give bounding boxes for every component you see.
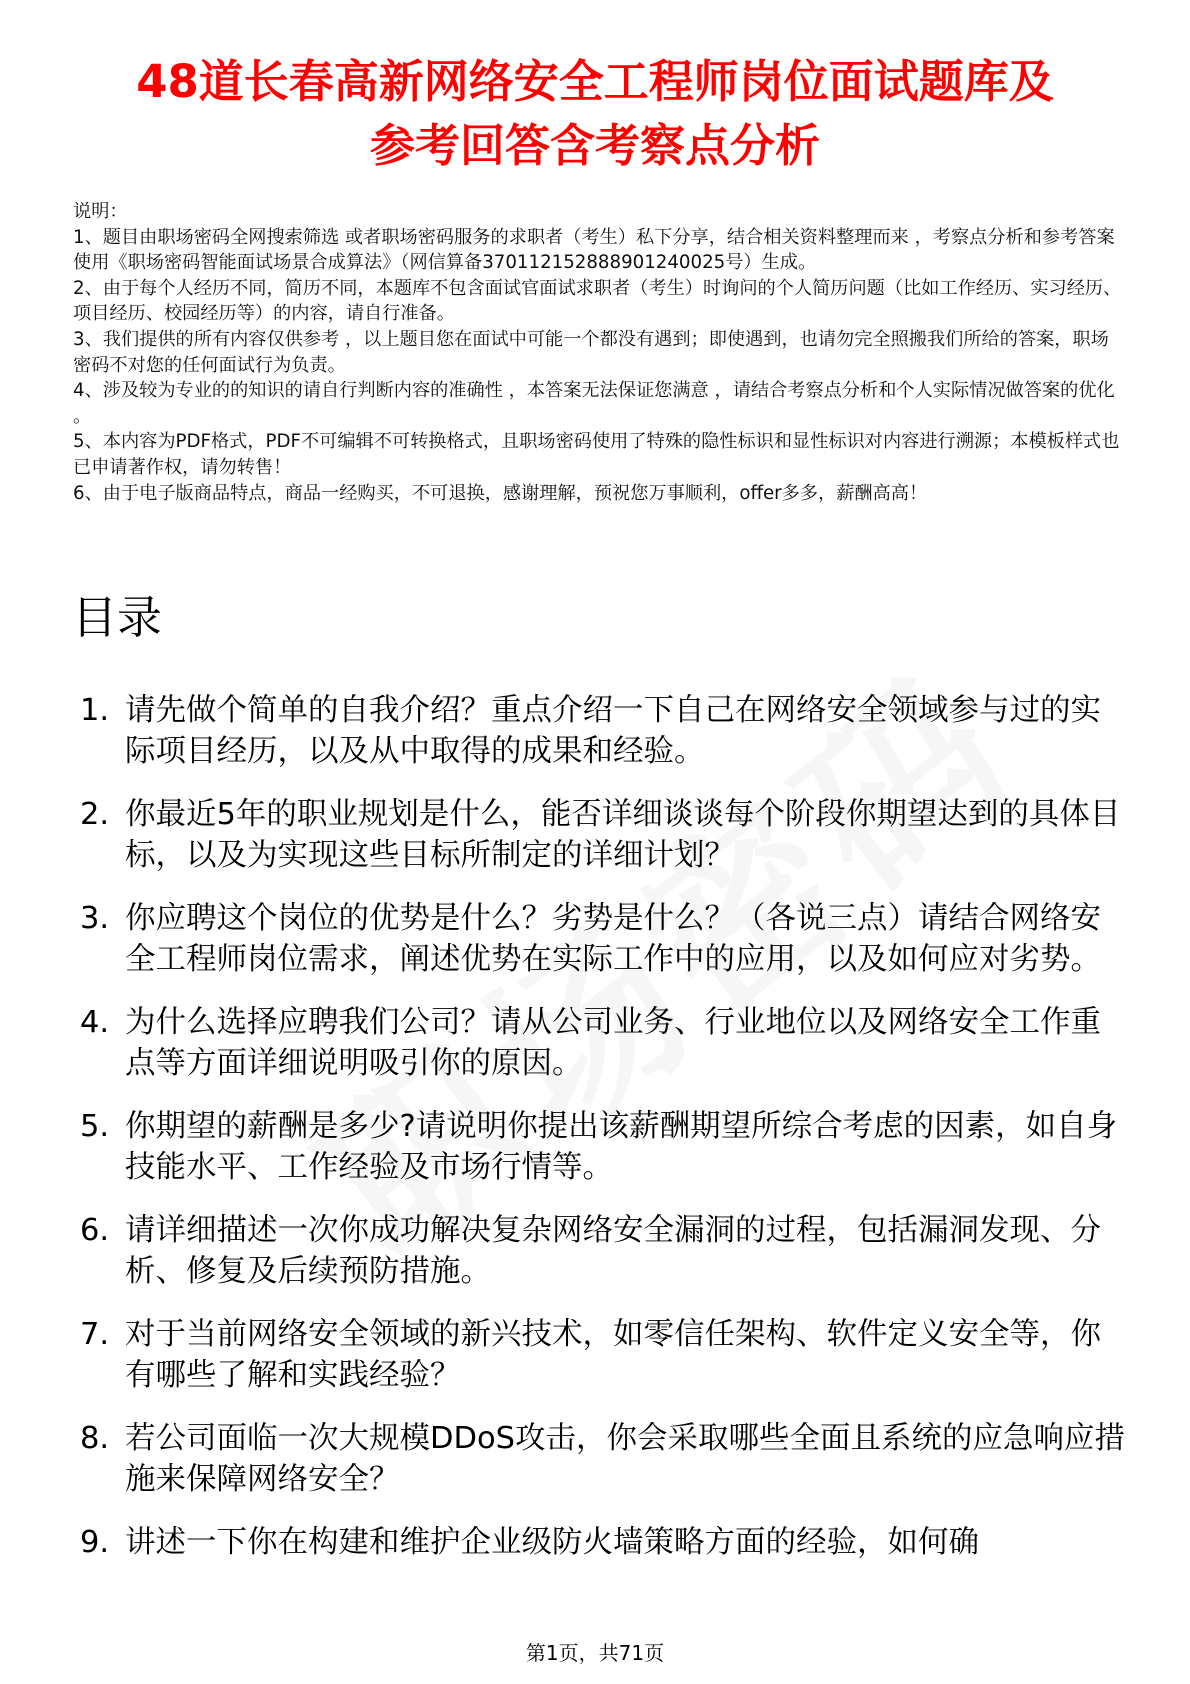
toc-item[interactable]: [80, 898, 1130, 980]
toc-item-number: 4.: [80, 1005, 110, 1040]
toc-item-number: 3.: [80, 901, 110, 936]
toc-item[interactable]: [80, 1522, 1130, 1563]
toc-item[interactable]: [80, 1106, 1130, 1188]
toc-item-text: 为什么选择应聘我们公司？请从公司业务、行业地位以及网络安全工作重点等方面详细说明吸引你的原因。: [125, 1005, 1101, 1081]
toc-item-number: 1.: [80, 693, 110, 728]
toc-list: [80, 690, 1130, 1585]
toc-item-text: 请详细描述一次你成功解决复杂网络安全漏洞的过程，包括漏洞发现、分析、修复及后续预防措施。: [125, 1213, 1101, 1289]
toc-item-text: 讲述一下你在构建和维护企业级防火墙策略方面的经验，如何确: [125, 1525, 979, 1560]
notes-section: [73, 199, 1123, 506]
toc-item[interactable]: [80, 1210, 1130, 1292]
toc-item-text: 你应聘这个岗位的优势是什么？劣势是什么？（各说三点）请结合网络安全工程师岗位需求，阐述优势在实际工作中的应用，以及如何应对劣势。: [125, 901, 1101, 977]
toc-item[interactable]: [80, 690, 1130, 772]
title-line-2: 参考回答含考察点分析: [369, 119, 820, 172]
note-item-5: 5、本内容为PDF格式，PDF不可编辑不可转换格式，且职场密码使用了特殊的隐性标识和显性标识对内容进行溯源；本模板样式也已申请著作权，请勿转售！: [73, 431, 1120, 478]
toc-item-number: 8.: [80, 1421, 110, 1456]
note-item-6: 6、由于电子版商品特点，商品一经购买，不可退换，感谢理解，预祝您万事顺利，offer多多，薪酬高高！: [73, 482, 928, 504]
toc-item-text: 请先做个简单的自我介绍？重点介绍一下自己在网络安全领域参与过的实际项目经历，以及从中取得的成果和经验。: [125, 693, 1101, 769]
toc-item-text: 对于当前网络安全领域的新兴技术，如零信任架构、软件定义安全等，你有哪些了解和实践经验？: [125, 1317, 1101, 1393]
toc-item-number: 9.: [80, 1525, 110, 1560]
toc-item-number: 5.: [80, 1109, 110, 1144]
toc-item[interactable]: [80, 1418, 1130, 1500]
toc-item-number: 6.: [80, 1213, 110, 1248]
toc-heading: 目录: [72, 591, 163, 644]
note-item-1: 1、题目由职场密码全网搜索筛选 或者职场密码服务的求职者（考生）私下分享，结合相关资料整理而来 ，考察点分析和参考答案使用《职场密码智能面试场景合成算法》（网信算备370112152888901240025号）生成。: [73, 226, 1115, 274]
toc-item[interactable]: [80, 1002, 1130, 1084]
page-footer: 第1页，共71页: [525, 1641, 665, 1665]
toc-item-text: 你期望的薪酬是多少?请说明你提出该薪酬期望所综合考虑的因素，如自身技能水平、工作经验及市场行情等。: [125, 1109, 1118, 1185]
title-line-1: 48道长春高新网络安全工程师岗位面试题库及: [136, 55, 1054, 108]
toc-item-number: 2.: [80, 797, 110, 832]
toc-item[interactable]: [80, 794, 1130, 876]
toc-item-text: 你最近5年的职业规划是什么，能否详细谈谈每个阶段你期望达到的具体目标，以及为实现这些目标所制定的详细计划？: [125, 797, 1121, 873]
note-item-3: 3、我们提供的所有内容仅供参考 ，以上题目您在面试中可能一个都没有遇到；即使遇到，也请勿完全照搬我们所给的答案，职场密码不对您的任何面试行为负责。: [73, 328, 1109, 376]
note-item-4: 4、涉及较为专业的的知识的请自行判断内容的准确性 ，本答案无法保证您满意 ，请结合考察点分析和个人实际情况做答案的优化 。: [73, 380, 1115, 427]
document-title: [60, 50, 1130, 178]
toc-item[interactable]: [80, 1314, 1130, 1396]
toc-item-number: 7.: [80, 1317, 110, 1352]
toc-item-text: 若公司面临一次大规模DDoS攻击，你会采取哪些全面且系统的应急响应措施来保障网络安全？: [125, 1421, 1125, 1497]
note-item-2: 2、由于每个人经历不同，简历不同，本题库不包含面试官面试求职者（考生）时询问的个人简历问题（比如工作经历、实习经历、项目经历、校园经历等）的内容，请自行准备。: [73, 277, 1122, 325]
notes-heading: 说明：: [73, 201, 128, 222]
